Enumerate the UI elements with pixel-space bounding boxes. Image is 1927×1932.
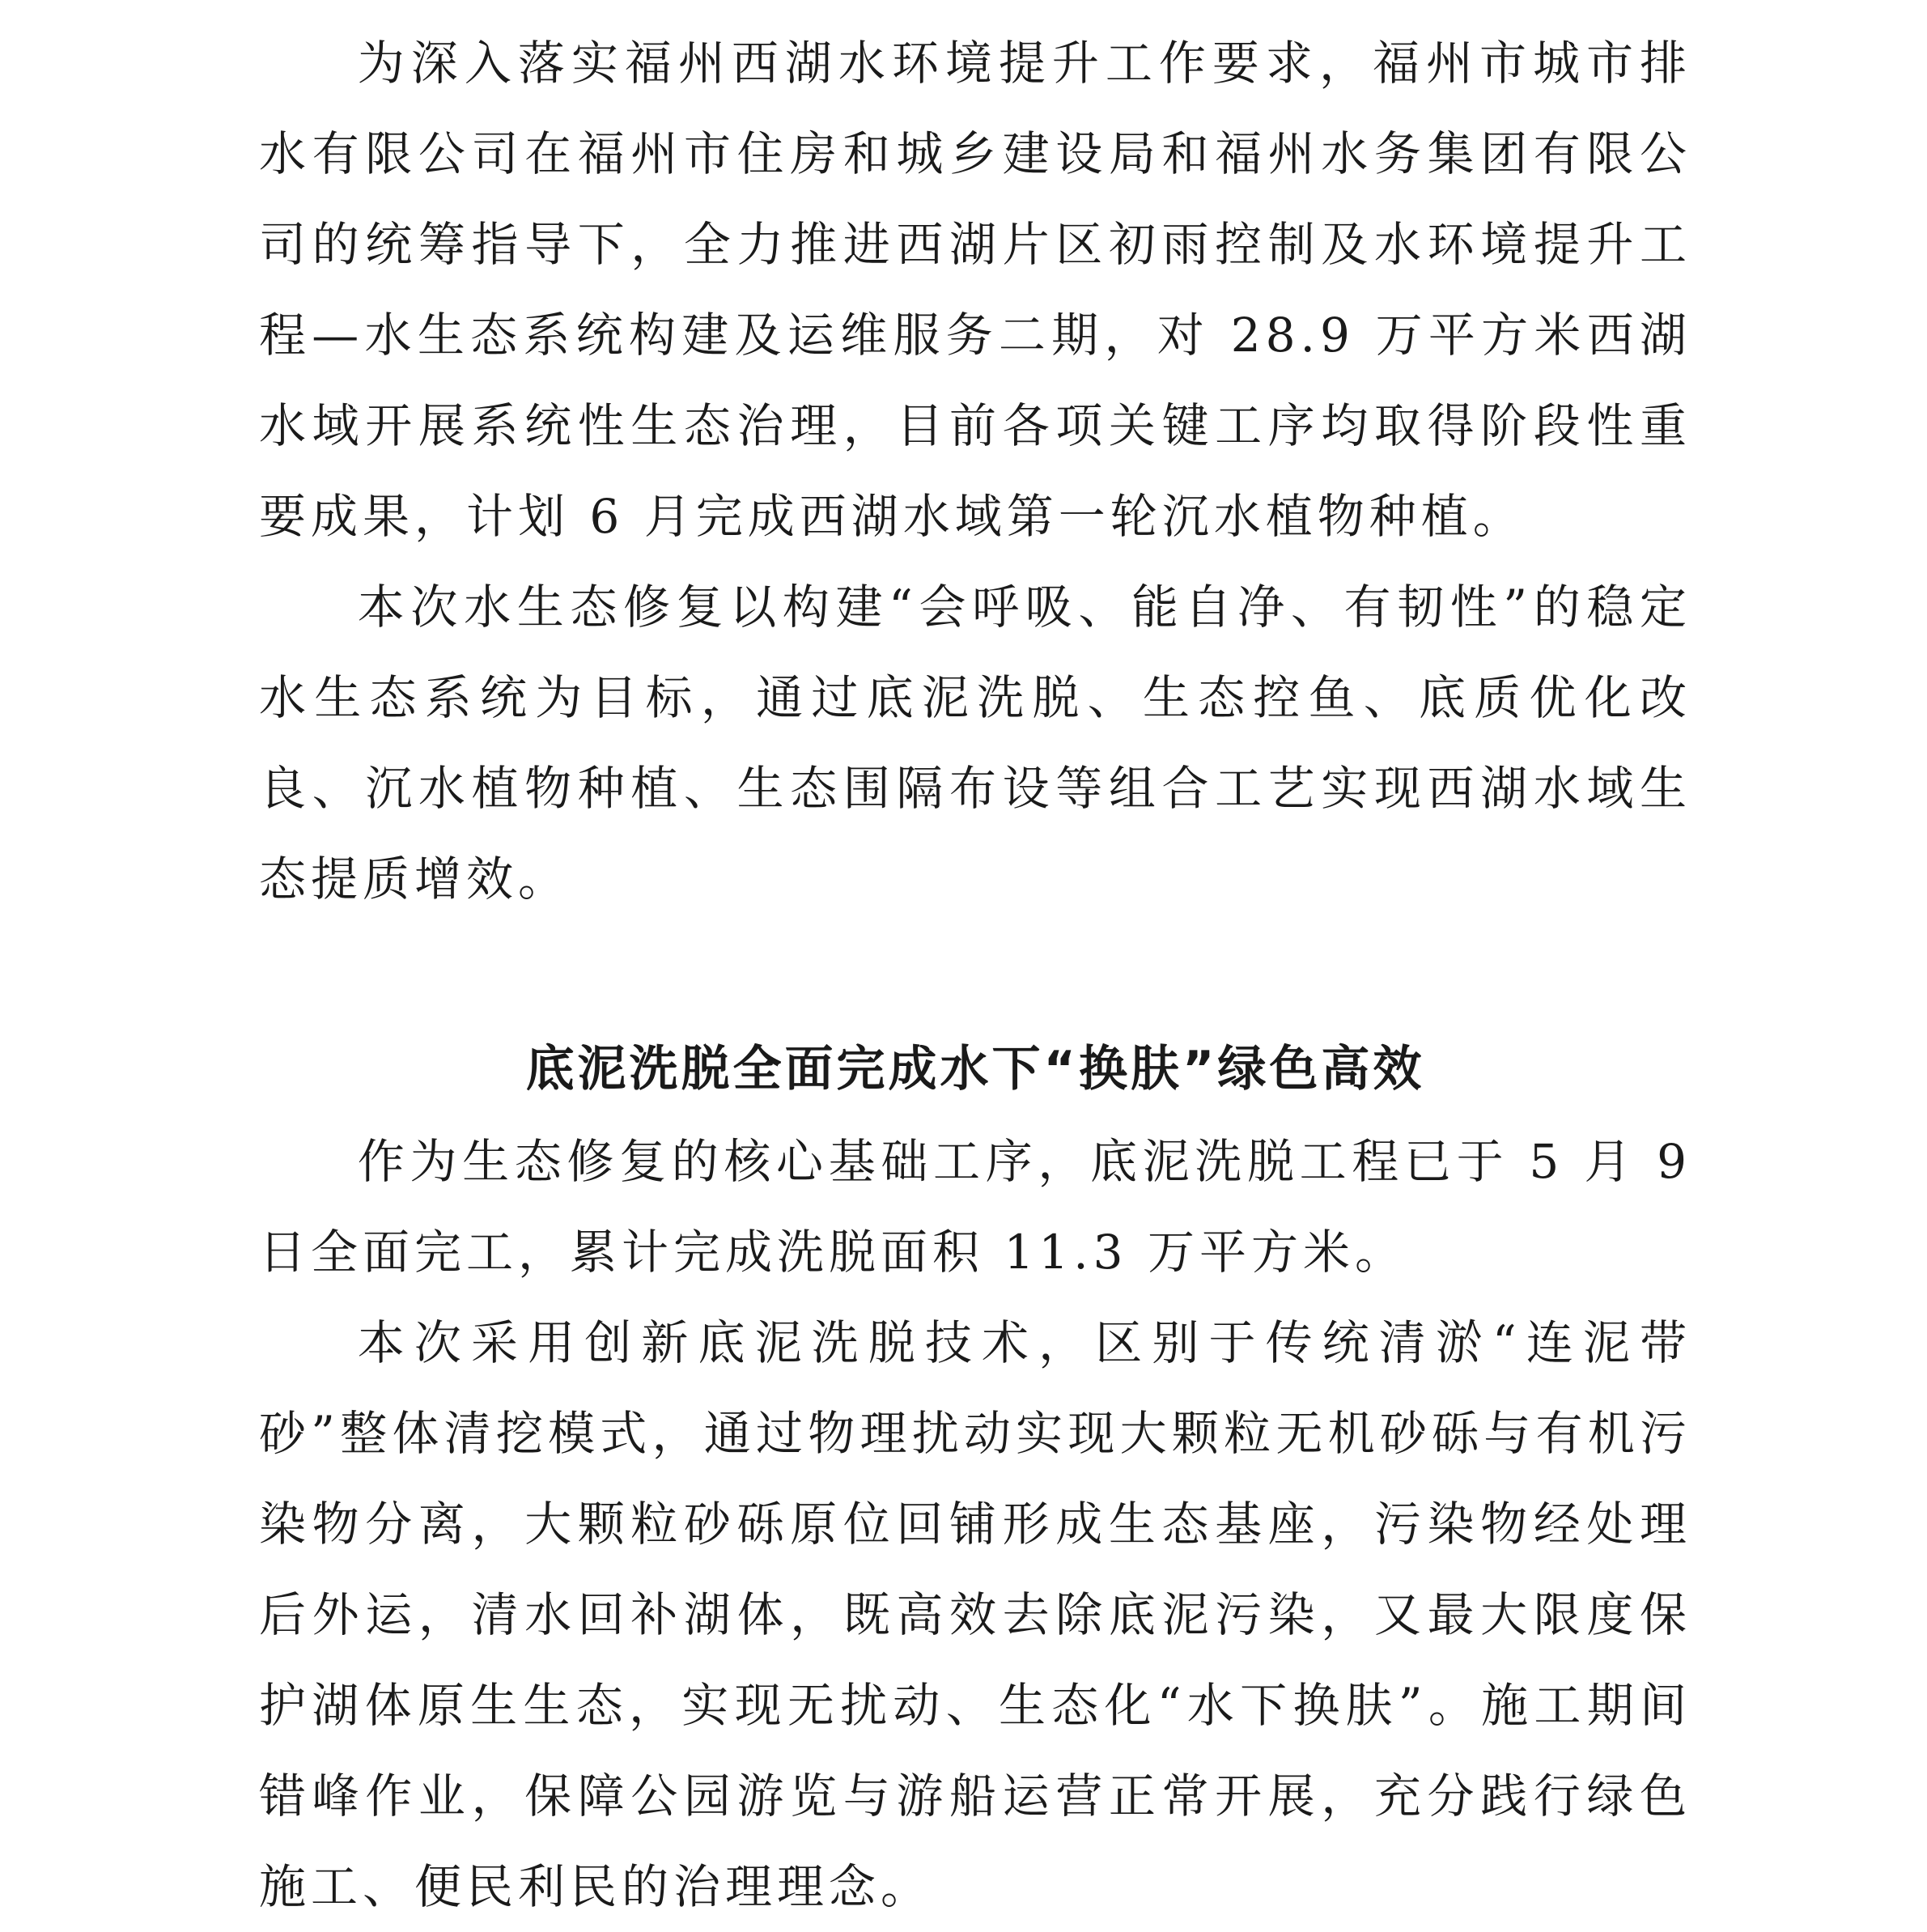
intro-paragraph-1: 为深入落实福州西湖水环境提升工作要求，福州市城市排水有限公司在福州市住房和城乡建设局和福州水务集团有限公司的统筹指导下，全力推进西湖片区初雨控制及水环境提升工程—水生态系统构建及运维服务二期，对 28.9 万平方米西湖水域开展系统性生态治理，目前各项关键工序均取得阶段性重要成果，计划 6 月完成西湖水域第一轮沉水植物种植。 [259, 36, 1691, 544]
intro-text-block [259, 18, 1691, 924]
section-paragraph-1: 作为生态修复的核心基础工序，底泥洗脱工程已于 5 月 9 日全面完工，累计完成洗脱面积 11.3 万平方米。 [259, 1134, 1691, 1280]
intro-paragraph-2: 本次水生态修复以构建“会呼吸、能自净、有韧性”的稳定水生态系统为目标，通过底泥洗脱、生态控鱼、底质优化改良、沉水植物种植、生态围隔布设等组合工艺实现西湖水域生态提质增效。 [259, 580, 1691, 907]
section-heading: 底泥洗脱全面完成水下“换肤”绿色高效 [525, 1041, 1425, 1098]
section-paragraph-2: 本次采用创新底泥洗脱技术，区别于传统清淤“连泥带砂”整体清挖模式，通过物理扰动实现大颗粒无机砂砾与有机污染物分离，大颗粒砂砾原位回铺形成生态基座，污染物经处理后外运，清水回补湖体，既高效去除底泥污染，又最大限度保护湖体原生生态，实现无扰动、生态化“水下换肤”。施工期间错峰作业，保障公园游览与游船运营正常开展，充分践行绿色施工、便民利民的治理理念。 [259, 1315, 1691, 1914]
section-text-block [259, 1116, 1691, 1932]
